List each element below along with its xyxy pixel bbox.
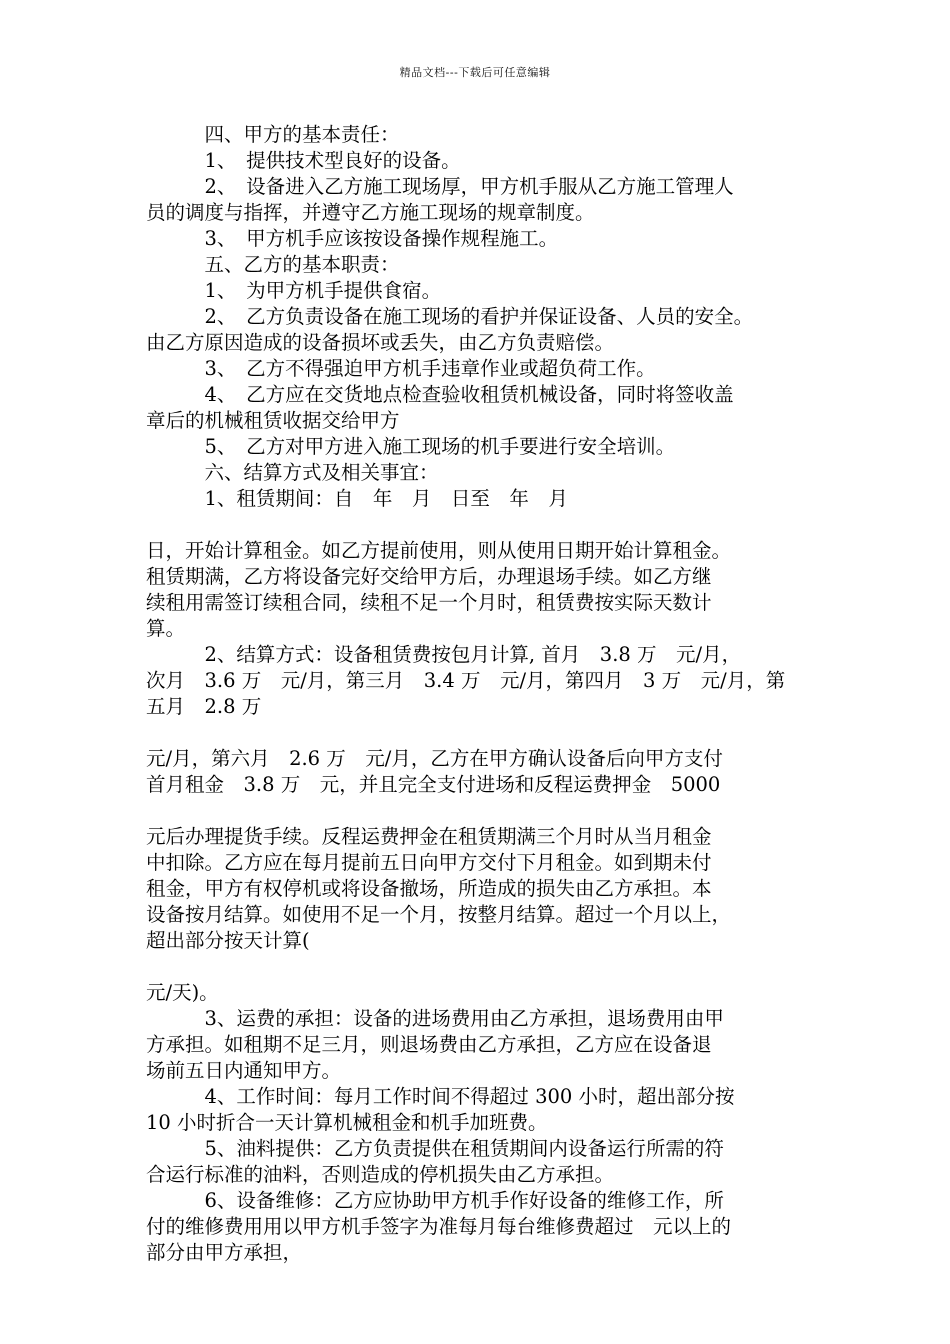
blank-line — [146, 798, 818, 824]
text-line: 5、 乙方对甲方进入施工现场的机手要进行安全培训。 — [146, 435, 676, 458]
text-line: 续租用需签订续租合同，续租不足一个月时，租赁费按实际天数计 — [146, 591, 712, 614]
text-line: 六、结算方式及相关事宜： — [146, 461, 439, 484]
text-line: 元后办理提货手续。反程运费押金在租赁期满三个月时从当月租金 — [146, 825, 712, 848]
text-line: 3、 甲方机手应该按设备操作规程施工。 — [146, 227, 559, 250]
text-line: 由乙方原因造成的设备损坏或丢失，由乙方负责赔偿。 — [146, 331, 615, 354]
blank-line — [146, 720, 818, 746]
text-line: 次月 3.6 万 元/月，第三月 3.4 万 元/月，第四月 3 万 元/月，第 — [146, 669, 786, 692]
text-line: 日，开始计算租金。如乙方提前使用，则从使用日期开始计算租金。 — [146, 539, 732, 562]
text-line: 中扣除。乙方应在每月提前五日向甲方交付下月租金。如到期未付 — [146, 851, 712, 874]
document-body — [146, 122, 818, 1266]
text-line: 五月 2.8 万 — [146, 695, 262, 718]
text-line: 2、结算方式：设备租赁费按包月计算, 首月 3.8 万 元/月， — [146, 643, 742, 666]
text-line: 4、 乙方应在交货地点检查验收租赁机械设备，同时将签收盖 — [146, 383, 734, 406]
text-line: 5、油料提供：乙方负责提供在租赁期间内设备运行所需的符 — [146, 1137, 724, 1160]
blank-line — [146, 954, 818, 980]
text-line: 方承担。如租期不足三月，则退场费由乙方承担，乙方应在设备退 — [146, 1033, 712, 1056]
text-line: 超出部分按天计算( — [146, 929, 310, 952]
text-line: 场前五日内通知甲方。 — [146, 1059, 342, 1082]
text-line: 付的维修费用用以甲方机手签字为准每月每台维修费超过 元以上的 — [146, 1215, 732, 1238]
text-line: 1、 提供技术型良好的设备。 — [146, 149, 461, 172]
text-line: 3、 乙方不得强迫甲方机手违章作业或超负荷工作。 — [146, 357, 656, 380]
text-line: 元/天)。 — [146, 981, 219, 1004]
text-line: 章后的机械租赁收据交给甲方 — [146, 409, 400, 432]
text-line: 租金，甲方有权停机或将设备撤场，所造成的损失由乙方承担。本 — [146, 877, 712, 900]
text-line: 合运行标准的油料，否则造成的停机损失由乙方承担。 — [146, 1163, 615, 1186]
text-line: 6、设备维修：乙方应协助甲方机手作好设备的维修工作，所 — [146, 1189, 724, 1212]
text-line: 算。 — [146, 617, 186, 640]
page-header: 精品文档---下载后可任意编辑 — [399, 66, 551, 79]
text-line: 1、租赁期间：自 年 月 日至 年 月 — [146, 487, 568, 510]
text-line: 1、 为甲方机手提供食宿。 — [146, 279, 442, 302]
text-line: 2、 设备进入乙方施工现场厚，甲方机手服从乙方施工管理人 — [146, 175, 734, 198]
text-line: 员的调度与指挥，并遵守乙方施工现场的规章制度。 — [146, 201, 595, 224]
text-line: 10 小时折合一天计算机械租金和机手加班费。 — [146, 1111, 548, 1134]
text-line: 四、甲方的基本责任： — [146, 123, 400, 146]
text-line: 租赁期满，乙方将设备完好交给甲方后，办理退场手续。如乙方继 — [146, 565, 712, 588]
text-line: 4、工作时间：每月工作时间不得超过 300 小时，超出部分按 — [146, 1085, 735, 1108]
text-line: 元/月，第六月 2.6 万 元/月，乙方在甲方确认设备后向甲方支付 — [146, 747, 723, 770]
text-line: 部分由甲方承担， — [146, 1241, 303, 1264]
blank-line — [146, 512, 818, 538]
text-line: 五、乙方的基本职责： — [146, 253, 400, 276]
text-line: 首月租金 3.8 万 元，并且完全支付进场和反程运费押金 5000 — [146, 773, 721, 796]
text-line: 设备按月结算。如使用不足一个月，按整月结算。超过一个月以上， — [146, 903, 732, 926]
text-line: 2、 乙方负责设备在施工现场的看护并保证设备、人员的安全。 — [146, 305, 754, 328]
text-line: 3、运费的承担：设备的进场费用由乙方承担，退场费用由甲 — [146, 1007, 724, 1030]
